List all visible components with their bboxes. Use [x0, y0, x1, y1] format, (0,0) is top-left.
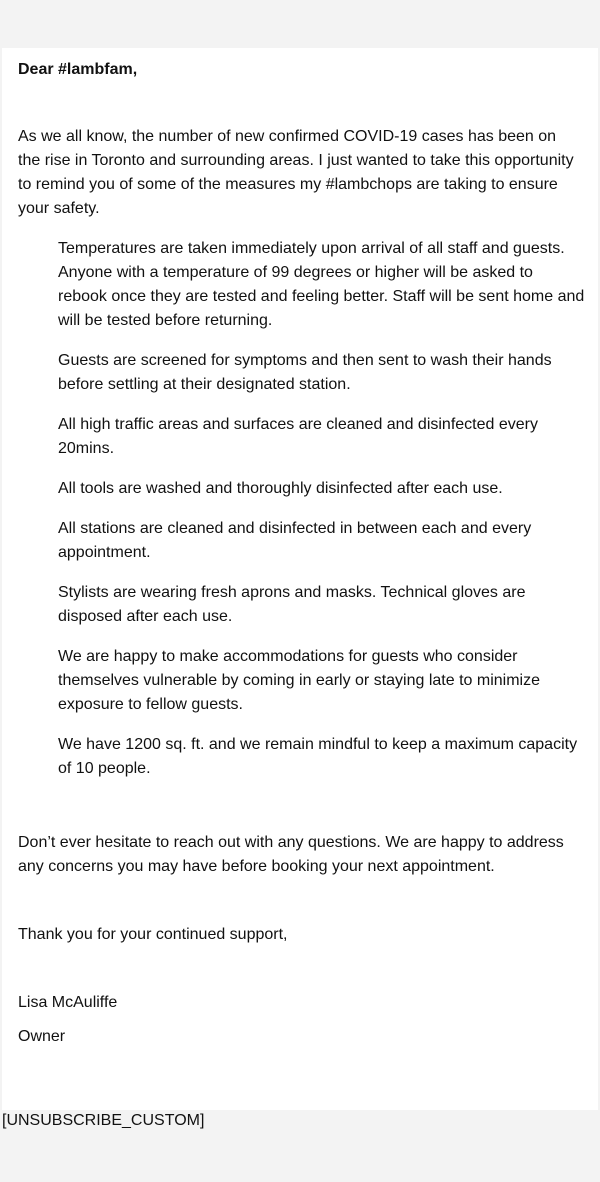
measure-item: All high traffic areas and surfaces are cleaned and disinfected every 20mins.	[58, 416, 538, 457]
measure-item: Stylists are wearing fresh aprons and masks. Technical gloves are disposed after each use.	[58, 584, 526, 625]
greeting: Dear #lambfam,	[18, 61, 138, 78]
safety-measures-list	[58, 237, 586, 797]
measure-item: We are happy to make accommodations for guests who consider themselves vulnerable by coming in early or staying late to minimize exposure to fellow guests.	[58, 648, 540, 713]
closing-paragraph: Don’t ever hesitate to reach out with any questions. We are happy to address any concerns you may have before booking your next appointment.	[18, 834, 564, 875]
measure-item: All tools are washed and thoroughly disinfected after each use.	[58, 480, 503, 497]
measure-item: We have 1200 sq. ft. and we remain mindful to keep a maximum capacity of 10 people.	[58, 736, 578, 777]
email-body	[2, 48, 598, 1110]
unsubscribe-link[interactable]: [UNSUBSCRIBE_CUSTOM]	[2, 1112, 205, 1129]
thanks-line: Thank you for your continued support,	[18, 926, 288, 943]
measure-item: Temperatures are taken immediately upon arrival of all staff and guests. Anyone with a temperature of 99 degrees or higher will be asked to rebook once they are tested and feeling better. Staff will be sent home and will be tested before returning.	[58, 240, 585, 329]
signature-name: Lisa McAuliffe	[18, 994, 118, 1011]
measure-item: All stations are cleaned and disinfected in between each and every appointment.	[58, 520, 532, 561]
signature-title: Owner	[18, 1028, 66, 1045]
measure-item: Guests are screened for symptoms and then sent to wash their hands before settling at their designated station.	[58, 352, 552, 393]
intro-paragraph: As we all know, the number of new confirmed COVID-19 cases has been on the rise in Toronto and surrounding areas. I just wanted to take this opportunity to remind you of some of the measures my #lambchops are taking to ensure your safety.	[18, 128, 574, 217]
